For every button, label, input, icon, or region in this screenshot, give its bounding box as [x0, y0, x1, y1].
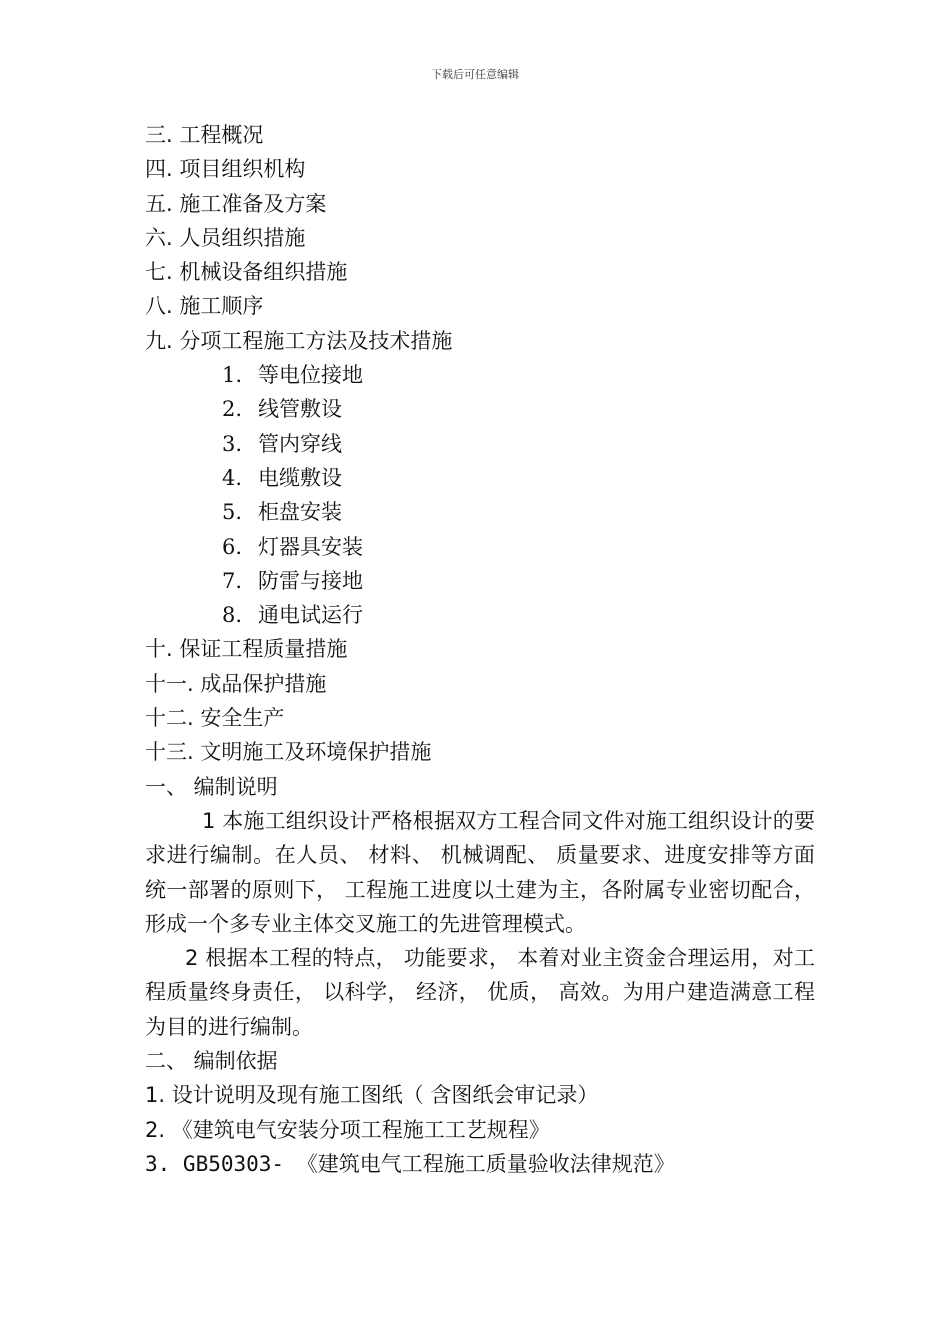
sub-item-number: 1. — [222, 363, 243, 388]
sub-item-label: 线管敷设 — [258, 397, 342, 422]
sub-item-number: 5. — [222, 500, 243, 525]
toc-item: 四. 项目组织机构 — [145, 157, 306, 182]
toc-item: 十三. 文明施工及环境保护措施 — [145, 740, 432, 765]
sub-item-number: 2. — [222, 397, 243, 422]
toc-item: 十一. 成品保护措施 — [145, 671, 327, 696]
toc-item: 十. 保证工程质量措施 — [145, 637, 348, 662]
body-paragraph: 1 本施工组织设计严格根据双方工程合同文件对施工组织设计的要求进行编制。在人员、 材料、 机械调配、 质量要求、进度安排等方面统一部署的原则下， 工程施工进度以土建为主，各附属专业密切配合， 形成一个多专业主体交叉施工的先进管理模式。 — [145, 808, 815, 936]
sub-item-number: 7. — [222, 568, 243, 593]
sub-item-label: 灯器具安装 — [258, 534, 363, 559]
toc-sub-item — [145, 564, 815, 598]
toc-sub-item — [145, 358, 815, 392]
sub-item-number: 6. — [222, 534, 243, 559]
basis-item: 2. 《建筑电气安装分项工程施工工艺规程》 — [145, 1117, 550, 1142]
toc-item: 十二. 安全生产 — [145, 706, 285, 731]
toc-sub-item — [145, 392, 815, 426]
toc-item: 六. 人员组织措施 — [145, 225, 306, 250]
sub-item-label: 电缆敷设 — [258, 465, 342, 490]
sub-item-number: 4. — [222, 465, 243, 490]
toc-item: 九. 分项工程施工方法及技术措施 — [145, 328, 453, 353]
sub-item-label: 柜盘安装 — [258, 500, 342, 525]
toc-item: 七. 机械设备组织措施 — [145, 260, 348, 285]
toc-sub-item — [145, 461, 815, 495]
basis-item: 3. GB50303- 《建筑电气工程施工质量验收法律规范》 — [145, 1151, 675, 1176]
toc-item: 八. 施工顺序 — [145, 294, 264, 319]
toc-item: 五. 施工准备及方案 — [145, 191, 327, 216]
document-body — [145, 118, 815, 1181]
sub-item-label: 防雷与接地 — [258, 568, 363, 593]
toc-sub-item — [145, 495, 815, 529]
toc-item: 三. 工程概况 — [145, 123, 264, 147]
sub-item-number: 8. — [222, 603, 243, 628]
toc-sub-item — [145, 427, 815, 461]
toc-sub-item — [145, 598, 815, 632]
sub-item-label: 通电试运行 — [258, 603, 363, 628]
sub-item-label: 等电位接地 — [258, 363, 363, 388]
page-header: 下载后可任意编辑 — [431, 68, 519, 81]
sub-item-number: 3. — [222, 431, 243, 456]
section-heading: 一、 编制说明 — [145, 774, 278, 799]
section-heading: 二、 编制依据 — [145, 1049, 278, 1074]
toc-sub-item — [145, 530, 815, 564]
basis-item: 1. 设计说明及现有施工图纸（ 含图纸会审记录） — [145, 1083, 599, 1108]
body-paragraph: 2 根据本工程的特点， 功能要求， 本着对业主资金合理运用，对工程质量终身责任， 以科学， 经济， 优质， 高效。为用户建造满意工程为目的进行编制。 — [145, 946, 815, 1039]
sub-item-label: 管内穿线 — [258, 431, 342, 456]
